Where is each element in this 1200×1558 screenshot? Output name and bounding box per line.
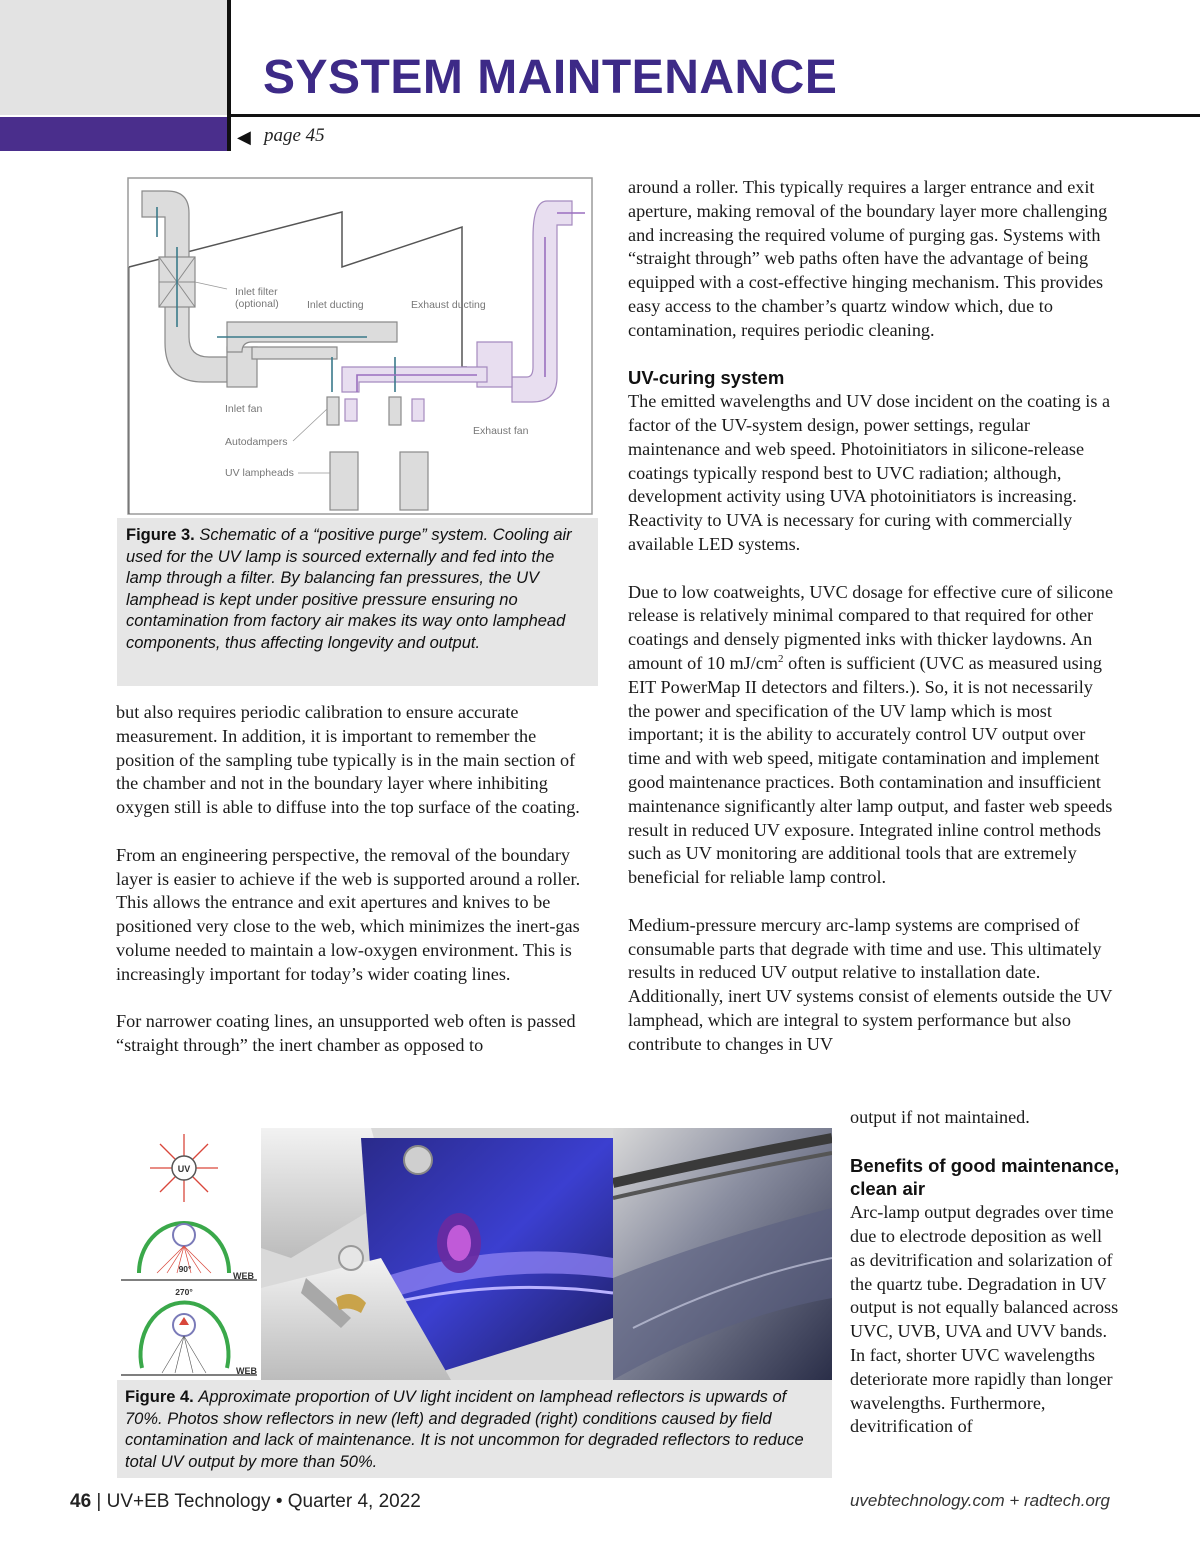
- footer-publication: 46 | UV+EB Technology • Quarter 4, 2022: [70, 1491, 421, 1512]
- figure-3-caption: [117, 518, 598, 686]
- svg-text:UV lampheads: UV lampheads: [225, 467, 294, 479]
- svg-text:WEB: WEB: [236, 1366, 257, 1376]
- svg-text:(optional): (optional): [235, 298, 279, 310]
- figure-4: [117, 1128, 832, 1478]
- paragraph: around a roller. This typically requires a larger entrance and exit aperture, making removal of the boundary layer more challenging and increasing the required volume of purging gas. Systems with “straight through” web paths often have the advantage of being equipped with a cost-effective hinging mechanism. This provides easy access to the chamber’s quartz window which, due to contamination, requires periodic cleaning.: [628, 177, 1108, 340]
- header-color-band: [0, 117, 227, 151]
- paragraph: but also requires periodic calibration to ensure accurate measurement. In addition, it is important to remember the position of the sampling tube typically is in the main section of the chamber and not in the boundary layer where inhibiting oxygen still is able to diffuse into the top surface of the coating.: [116, 702, 580, 818]
- header-horizontal-rule: [227, 114, 1200, 117]
- continued-from-link[interactable]: page 45: [264, 125, 325, 146]
- publication-name: UV+EB Technology: [106, 1491, 271, 1512]
- page-title: SYSTEM MAINTENANCE: [263, 51, 838, 104]
- paragraph: Due to low coatweights, UVC dosage for effective cure of silicone release is relatively minimal compared to that required for other coatings and densely pigmented inks with thicker laydowns. An amount of 10 $mJ/cm^2$ often is sufficient (UVC as measured using EIT PowerMap II detectors and filters.). So, it is not necessarily the power and specification of the UV lamp which is most important; it is the ability to accurately control UV output over time and with web speed, mitigate contamination and implement good maintenance practices. Both contamination and insufficient maintenance significantly alter lamp output, and faster web speeds result in reduced UV exposure. Integrated inline control methods such as UV monitoring are additional tools that are extremely beneficial for reliable lamp control.: [628, 581, 1114, 888]
- reflector-diagram: [117, 1128, 260, 1380]
- svg-text:270°: 270°: [175, 1287, 193, 1297]
- figure-4-label: Figure 4.: [125, 1388, 194, 1406]
- paragraph: From an engineering perspective, the removal of the boundary layer is easier to achieve if the web is supported around a roller. This allows the entrance and exit apertures and knives to be positioned very close to the web, which minimizes the inert-gas volume needed to maintain a low-oxygen environment. This is increasingly important for today’s wider coating lines.: [116, 844, 581, 984]
- svg-text:Inlet fan: Inlet fan: [225, 403, 263, 415]
- paragraph: The emitted wavelengths and UV dose incident on the coating is a factor of the UV-system design, power settings, regular maintenance and web speed. Photoinitiators in silicone-release coatings typically respond best to UVC radiation; although, development activity using UVA photoinitiators is increasing. Reactivity to UVA is necessary for curing with commercially available LED systems.: [628, 391, 1111, 554]
- figure-4-caption: [117, 1380, 832, 1478]
- subhead-benefits: Benefits of good maintenance, clean air: [850, 1154, 1120, 1200]
- figure-3: [117, 177, 597, 687]
- figure-3-caption-text: Schematic of a “positive purge” system. Cooling air used for the UV lamp is sourced externally and fed into the lamp through a filter. By balancing fan pressures, the UV lamphead is kept under positive pressure ensuring no contamination from factory air makes its way onto lamphead components, thus affecting longevity and output.: [126, 526, 572, 652]
- svg-text:90°: 90°: [178, 1264, 192, 1274]
- degraded-reflector-photo: [613, 1128, 832, 1380]
- page-number: 46: [70, 1491, 92, 1512]
- narrow-column: [850, 1106, 1120, 1439]
- issue-date: Quarter 4, 2022: [287, 1491, 421, 1512]
- subhead-uv-curing-system: UV-curing system: [628, 367, 785, 389]
- svg-text:Autodampers: Autodampers: [225, 436, 288, 448]
- paragraph: output if not maintained.: [850, 1107, 1030, 1127]
- svg-text:WEB: WEB: [233, 1271, 254, 1281]
- header-corner-box: [0, 0, 227, 115]
- svg-text:UV: UV: [177, 1164, 191, 1174]
- right-column: [628, 176, 1118, 1056]
- svg-text:Exhaust fan: Exhaust fan: [473, 425, 529, 437]
- paragraph: For narrower coating lines, an unsupported web often is passed “straight through” the inert chamber as opposed to: [116, 1011, 576, 1056]
- svg-text:Exhaust ducting: Exhaust ducting: [411, 299, 486, 311]
- paragraph: Medium-pressure mercury arc-lamp systems are comprised of consumable parts that degrade with time and use. This ultimately results in reduced UV output relative to installation date. Additionally, inert UV systems consist of elements outside the UV lamphead, which are integral to system performance but also contribute to changes in UV: [628, 914, 1113, 1054]
- left-column: [116, 701, 596, 1058]
- footer-websites[interactable]: uvebtechnology.com + radtech.org: [849, 1491, 1110, 1510]
- paragraph: Arc-lamp output degrades over time due to electrode deposition as well as devitrification and solarization of the quartz tube. Degradation in UV output is not equally balanced across UVC, UVB, UVA and UVV bands. In fact, shorter UVC wavelengths deteriorate more rapidly than longer wavelengths. Furthermore, devitrification of: [850, 1202, 1119, 1437]
- svg-text:Inlet filter: Inlet filter: [235, 286, 278, 298]
- new-reflector-photo: [261, 1128, 613, 1380]
- figure-3-label: Figure 3.: [126, 526, 195, 544]
- left-triangle-icon[interactable]: ◀: [237, 127, 251, 148]
- figure-4-caption-text: Approximate proportion of UV light incident on lamphead reflectors is upwards of 70%. Photos show reflectors in new (left) and degraded (right) conditions caused by field contamination and lack of maintenance. It is not uncommon for degraded reflectors to reduce total UV output by more than 50%.: [125, 1388, 804, 1471]
- header-vertical-rule: [227, 0, 231, 151]
- positive-purge-schematic: [127, 177, 593, 515]
- svg-text:Inlet ducting: Inlet ducting: [307, 299, 364, 311]
